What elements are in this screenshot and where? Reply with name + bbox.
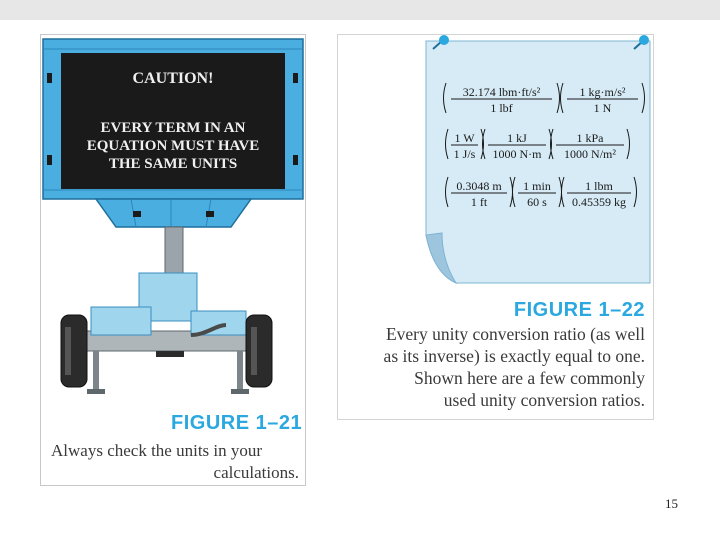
ratio-numerator: 1 kJ bbox=[507, 131, 527, 145]
caption-line: Every unity conversion ratio (as well bbox=[385, 324, 645, 344]
sign-line-2: EQUATION MUST HAVE bbox=[86, 138, 260, 154]
caption-line: Shown here are a few commonly bbox=[414, 368, 645, 388]
ratio-denominator: 60 s bbox=[527, 195, 547, 209]
ratio-denominator: 1 lbf bbox=[490, 101, 513, 115]
left-wheel bbox=[61, 315, 87, 387]
figure-1-21-caption bbox=[51, 440, 299, 484]
ratio-numerator: 32.174 lbm·ft/s² bbox=[462, 85, 541, 99]
ratio-numerator: 1 W bbox=[454, 131, 475, 145]
paper-sheet bbox=[426, 41, 650, 283]
ratio-numerator: 1 min bbox=[523, 179, 551, 193]
figure-1-21-title: FIGURE 1–21 bbox=[171, 412, 303, 434]
sign-heading: CAUTION! bbox=[132, 70, 214, 87]
ratio-numerator: 0.3048 m bbox=[456, 179, 502, 193]
conversion-paper-illustration bbox=[338, 35, 653, 297]
ratio-numerator: 1 kg·m/s² bbox=[579, 85, 626, 99]
page-number: 15 bbox=[665, 496, 678, 511]
figure-1-22-caption bbox=[340, 323, 645, 411]
caption-line: as its inverse) is exactly equal to one. bbox=[383, 346, 645, 366]
figure-1-21-panel bbox=[40, 34, 306, 486]
right-wheel bbox=[246, 315, 272, 387]
ratio-denominator: 1000 N·m bbox=[492, 147, 542, 161]
caption-line: Always check the units in your bbox=[51, 441, 263, 460]
ratio-denominator: 1 ft bbox=[470, 195, 488, 209]
sign-line-3: THE SAME UNITS bbox=[108, 156, 238, 172]
top-bar bbox=[0, 0, 720, 20]
caption-line: calculations. bbox=[213, 463, 299, 482]
ratio-denominator: 1000 N/m² bbox=[564, 147, 616, 161]
caption-line: used unity conversion ratios. bbox=[443, 390, 645, 410]
sign-line-1: EVERY TERM IN AN bbox=[100, 120, 246, 136]
sign-base bbox=[96, 199, 251, 227]
ratio-numerator: 1 lbm bbox=[585, 179, 613, 193]
figure-1-22-panel bbox=[337, 34, 654, 420]
ratio-numerator: 1 kPa bbox=[576, 131, 604, 145]
battery-box bbox=[91, 307, 151, 335]
ratio-denominator: 1 J/s bbox=[453, 147, 476, 161]
caution-sign-illustration bbox=[41, 35, 305, 405]
ratio-denominator: 0.45359 kg bbox=[572, 195, 626, 209]
ratio-denominator: 1 N bbox=[593, 101, 612, 115]
figure-1-22-title: FIGURE 1–22 bbox=[513, 299, 645, 321]
